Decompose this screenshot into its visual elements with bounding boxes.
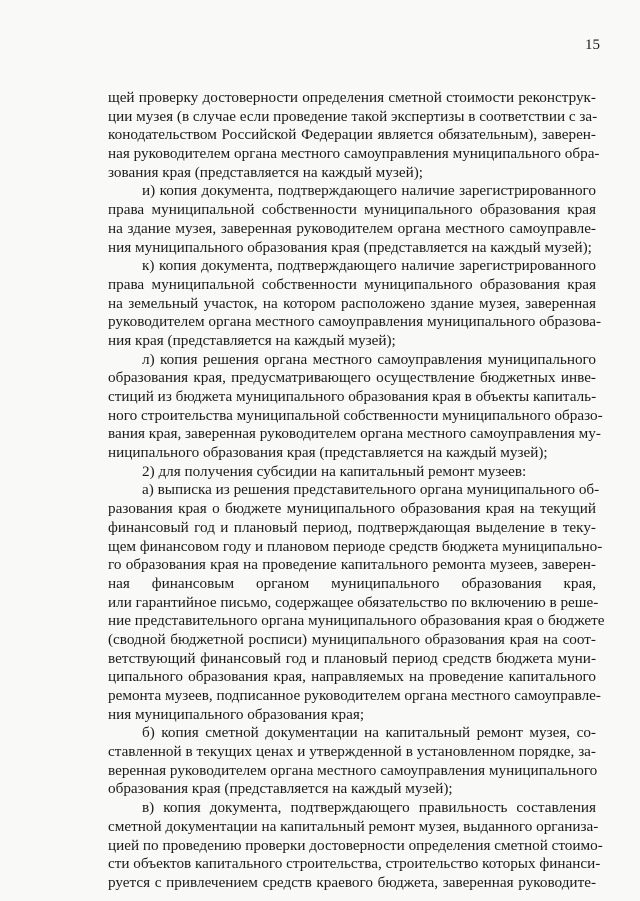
text-line: финансовый год и плановый период, подтверждающая выделение в теку-: [108, 518, 596, 536]
text-line: ремонта музеев, подписанное руководителем органа местного самоуправле-: [108, 687, 601, 704]
text-line: на земельный участок, на котором расположено здание музея, заверенная: [108, 294, 596, 312]
text-line: ная руководителем органа местного самоуправления муниципального обра-: [108, 145, 600, 163]
text-line: ции музея (в случае если проведение такой экспертизы в соответствии с за-: [108, 107, 598, 125]
text-line: цией по проведению проверки достоверности определения сметной стоимо-: [108, 836, 603, 854]
text-line: сти объектов капитального строительства, строительство которых финанси-: [108, 855, 601, 873]
text-line: на здание музея, заверенная руководителем органа местного самоуправле-: [108, 219, 596, 237]
text-line: вания края, заверенная руководителем органа местного самоуправления му-: [108, 425, 601, 443]
text-line: щей проверку достоверности определения сметной стоимости реконструк-: [108, 89, 596, 106]
text-line: разования края о бюджете муниципального образования края на текущий: [108, 500, 596, 518]
text-line: го образования края на проведение капитального ремонта музеев, заверен-: [108, 556, 596, 574]
text-line: ниципального образования края (представляется на каждый музей);: [108, 444, 548, 462]
text-line: образования края, предусматривающего осуществление бюджетных инве-: [108, 369, 596, 387]
text-line: стиций из бюджета муниципального образования края в объекты капиталь-: [108, 388, 597, 405]
text-line: (сводной бюджетной росписи) муниципального образования края на соот-: [108, 630, 596, 648]
text-line: ние представительного органа муниципального образования края о бюджете: [108, 612, 605, 630]
text-line: 2) для получения субсидии на капитальный ремонт музеев:: [142, 462, 527, 480]
text-line: права муниципальной собственности муниципального образования края: [108, 275, 596, 293]
text-line: или гарантийное письмо, содержащее обязательство по включению в реше-: [108, 593, 599, 611]
text-line: к) копия документа, подтверждающего наличие зарегистрированного: [142, 257, 596, 275]
page-number: 15: [585, 37, 600, 53]
text-line: ния муниципального образования края;: [108, 705, 365, 723]
text-line: сметной документации на капитальный ремонт музея, выданного организа-: [108, 817, 599, 835]
text-line: ставленной в текущих ценах и утвержденной в установленном порядке, за-: [108, 743, 596, 761]
text-line: ная финансовым органом муниципального образования края,: [108, 574, 596, 592]
text-line: зования края (представляется на каждый музей);: [108, 163, 423, 181]
text-line: ного строительства муниципальной собственности муниципального образо-: [108, 406, 603, 424]
text-line: ципального образования края, направляемых на проведение капитального: [108, 668, 596, 686]
text-line: и) копия документа, подтверждающего наличие зарегистрированного: [142, 182, 596, 200]
text-line: веренная руководителем органа местного самоуправления муниципального: [108, 761, 598, 779]
text-line: ния края (представляется на каждый музей);: [108, 331, 396, 349]
text-line: щем финансовом году и плановом периоде средств бюджета муниципально-: [108, 537, 603, 555]
text-line: руководителем органа местного самоуправления муниципального образова-: [108, 313, 602, 331]
text-line: а) выписка из решения представительного органа муниципального об-: [142, 481, 600, 499]
text-line: б) копия сметной документации на капитальный ремонт музея, со-: [142, 724, 596, 742]
text-line: образования края (представляется на каждый музей);: [108, 780, 453, 798]
text-line: в) копия документа, подтверждающего правильность составления: [142, 799, 596, 817]
text-line: ния муниципального образования края (представляется на каждый музей);: [108, 238, 592, 256]
document-body: [108, 89, 605, 893]
text-line: ветствующий финансовый год и плановый период средств бюджета муни-: [108, 649, 596, 667]
text-line: права муниципальной собственности муниципального образования края: [108, 201, 596, 219]
text-line: руется с привлечением средств краевого бюджета, заверенная руководите-: [108, 873, 596, 891]
text-line: л) копия решения органа местного самоуправления муниципального: [142, 350, 596, 368]
text-line: конодательством Российской Федерации является обязательным), заверен-: [108, 126, 596, 144]
